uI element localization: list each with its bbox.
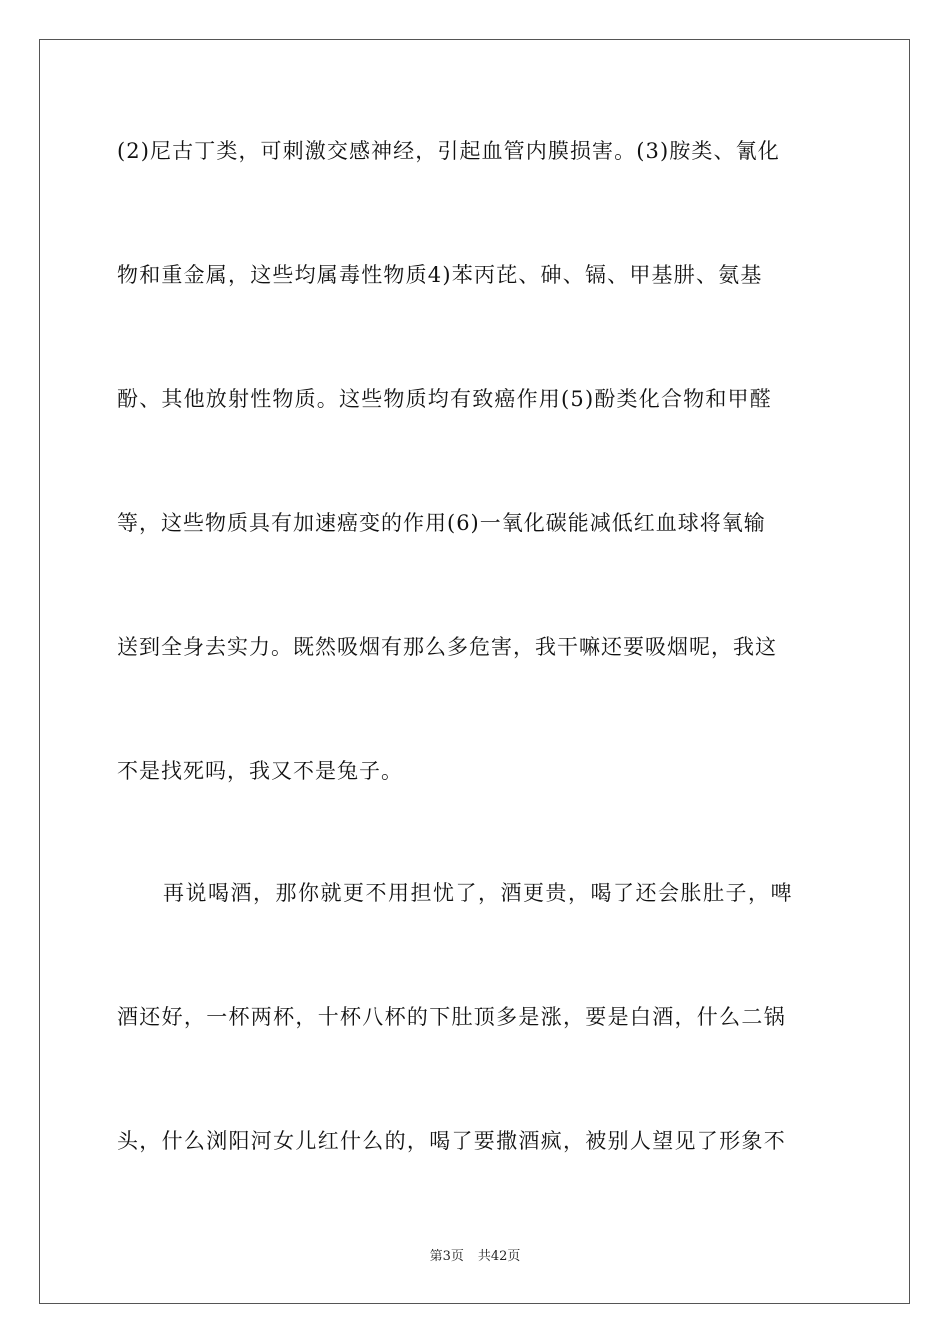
text-line-2: 物和重金属，这些均属毒性物质4)苯丙芘、砷、镉、甲基肼、氨基 (117, 263, 763, 287)
page-footer (0, 1248, 950, 1266)
text-line-4: 等，这些物质具有加速癌变的作用(6)一氧化碳能减低红血球将氧输 (117, 511, 766, 535)
paragraph-start-line: 再说喝酒，那你就更不用担忧了，酒更贵，喝了还会胀肚子，啤 (163, 881, 793, 905)
page-total: 共42页 (477, 1249, 521, 1264)
text-line-1: (2)尼古丁类，可刺激交感神经，引起血管内膜损害。(3)胺类、氰化 (117, 139, 780, 163)
page-number: 第3页 (429, 1249, 464, 1264)
text-line-9: 头，什么浏阳河女儿红什么的，喝了要撒酒疯，被别人望见了形象不 (117, 1129, 786, 1153)
text-line-6: 不是找死吗，我又不是兔子。 (117, 759, 403, 783)
text-line-3: 酚、其他放射性物质。这些物质均有致癌作用(5)酚类化合物和甲醛 (117, 387, 772, 411)
text-line-8: 酒还好，一杯两杯，十杯八杯的下肚顶多是涨，要是白酒，什么二锅 (117, 1005, 786, 1029)
text-line-5: 送到全身去实力。既然吸烟有那么多危害，我干嘛还要吸烟呢，我这 (117, 635, 777, 659)
page-border (39, 39, 910, 1304)
